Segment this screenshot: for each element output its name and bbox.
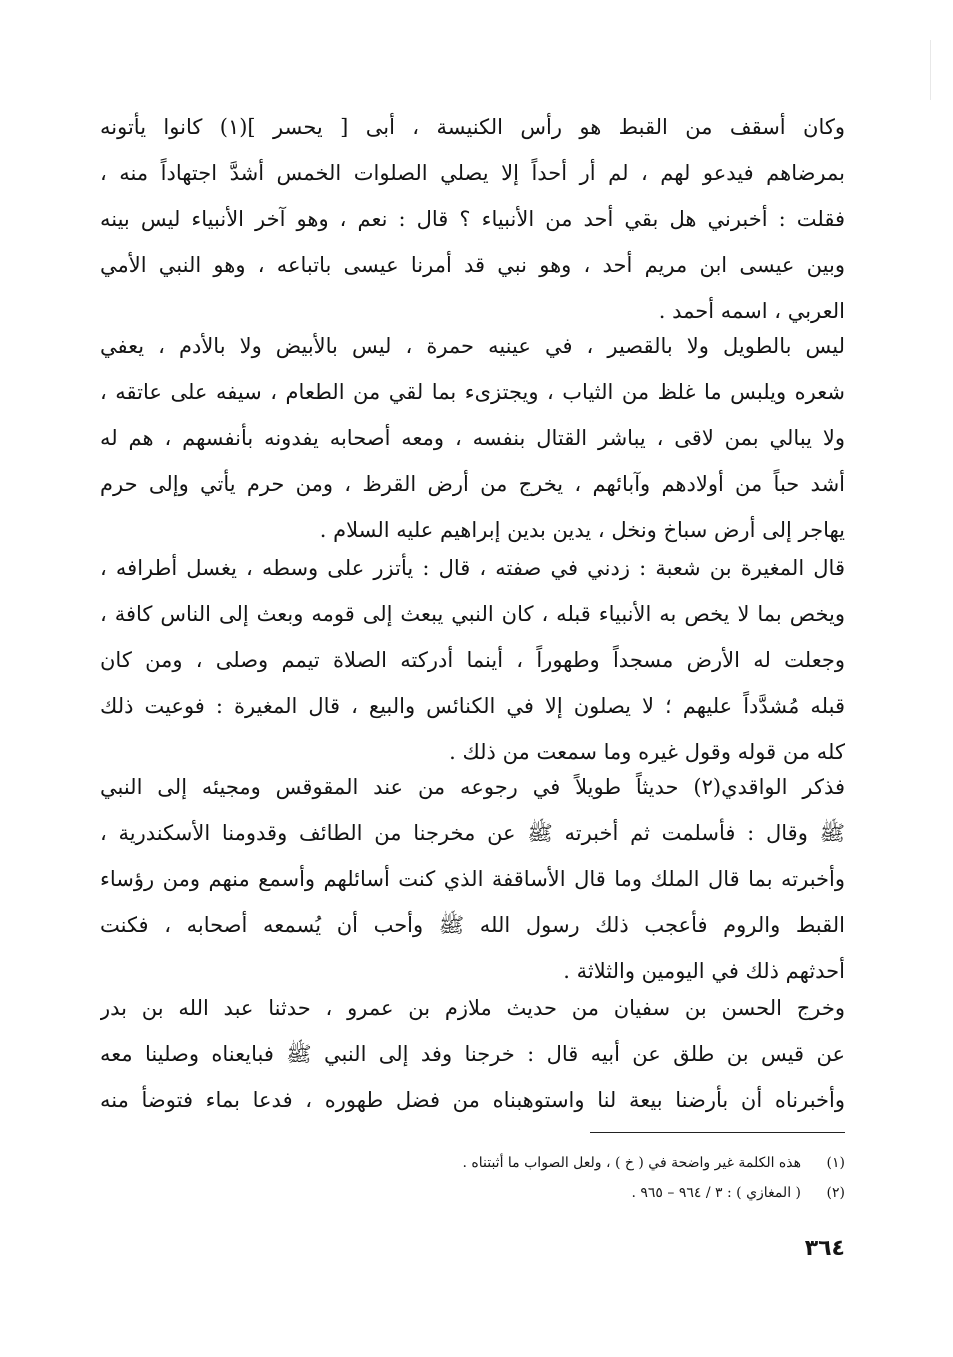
text-line: العربي ، اسمه أحمد .: [658, 299, 845, 323]
footnote-number: (١): [826, 1155, 845, 1171]
footnote-item: [300, 1148, 845, 1178]
text-line: أحدثهم ذلك في اليومين والثلاثة .: [563, 959, 845, 983]
text-line: بمرضاهم فيدعو لهم ، لم أر أحداً إلا يصلي الصلوات الخمس أشدَّ اجتهاداً منه ،: [100, 161, 845, 185]
text-line: ﷺ وقال : فأسلمت ثم أخبرته ﷺ عن مخرجنا من الطائف وقدومنا الأسكندرية ،: [100, 821, 845, 845]
paragraph: [100, 104, 845, 334]
text-line: أشد حباً من أولادهم وآبائهم ، يخرج من أرض القرظ ، ومن حرم يأتي وإلى حرم: [100, 472, 845, 496]
text-line: وأخبرناه أن بأرضنا بيعة لنا واستوهبناه من فضل طهوره ، فدعا بماء فتوضأ منه: [100, 1088, 845, 1112]
text-line: ليس بالطويل ولا بالقصير ، في عينيه حمرة ، ليس بالأبيض ولا بالأدم ، يعفي: [100, 334, 845, 358]
paragraph: [100, 545, 845, 775]
text-line: وأخبرته بما قال الملك وما قال الأساقفة الذي كنت أسائلهم وأسمع منهم ومن رؤساء: [100, 867, 845, 891]
text-line: القبط والروم فأعجب ذلك رسول الله ﷺ وأحب أن يُسمعه أصحابه ، فكنت: [100, 913, 845, 937]
text-line: قال المغيرة بن شعبة : زدني في صفته ، قال : يأتزر على وسطه ، يغسل أطرافه ،: [100, 556, 845, 580]
footnote-item: [300, 1178, 845, 1208]
footnote-number: (٢): [826, 1185, 845, 1201]
text-line: كله من قوله وقول غيره وما سمعت من ذلك .: [449, 740, 845, 764]
text-line: وبين عيسى ابن مريم أحد ، وهو نبي قد أمرنا عيسى باتباعه ، وهو النبي الأمي: [100, 253, 845, 277]
text-line: فذكر الواقدي(٢) حديثاً طويلاً في رجوعه من عند المقوقس ومجيئه إلى النبي: [100, 775, 845, 799]
text-line: يهاجر إلى أرض سباخ ونخل ، يدين بدين إبراهيم عليه السلام .: [319, 518, 845, 542]
footnote-text: هذه الكلمة غير واضحة في ( خ ) ، ولعل الصواب ما أثبتناه .: [462, 1155, 801, 1171]
paragraph: [100, 985, 845, 1123]
paragraph: [100, 323, 845, 553]
text-line: ولا يبالي بمن لاقى ، يباشر القتال بنفسه ، ومعه أصحابه يفدونه بأنفسهم ، هم له: [100, 426, 845, 450]
text-line: فقلت : أخبرني هل بقي أحد من الأنبياء ؟ قال : نعم ، وهو آخر الأنبياء ليس بينه: [100, 207, 845, 231]
text-line: وكان أسقف من القبط هو رأس الكنيسة ، أبى [ يحسر ](١) كانوا يأتونه: [100, 115, 845, 139]
text-line: قبله مُشدَّداً عليهم ؛ لا يصلون إلا في الكنائس والبيع ، قال المغيرة : فوعيت ذلك: [100, 694, 845, 718]
text-line: ويخص بما لا يخص به الأنبياء قبله ، كان النبي يبعث إلى قومه وبعث إلى الناس كافة ،: [100, 602, 845, 626]
text-line: وجعلت له الأرض مسجداً وطهوراً ، أينما أدركته الصلاة تيمم وصلى ، ومن كان: [100, 648, 845, 672]
paragraph: [100, 764, 845, 994]
footnote-text: ( المغازي ) : ٣ / ٩٦٤ – ٩٦٥ .: [631, 1185, 801, 1201]
text-line: عن قيس بن طلق عن أبيه قال : خرجنا وفد إلى النبي ﷺ فبايعناه وصلينا معه: [100, 1042, 845, 1066]
footnotes: [300, 1148, 845, 1208]
text-line: شعره ويلبس ما غلظ من الثياب ، ويجتزىء بما لقي من الطعام ، سيفه على عاتقه ،: [100, 380, 845, 404]
page-number: ٣٦٤: [804, 1236, 845, 1261]
text-line: وخرج الحسن بن سفيان من حديث ملازم بن عمرو ، حدثنا عبد الله بن بدر: [100, 996, 845, 1020]
footnote-divider: [590, 1132, 845, 1133]
scan-margin-mark: [930, 40, 931, 100]
